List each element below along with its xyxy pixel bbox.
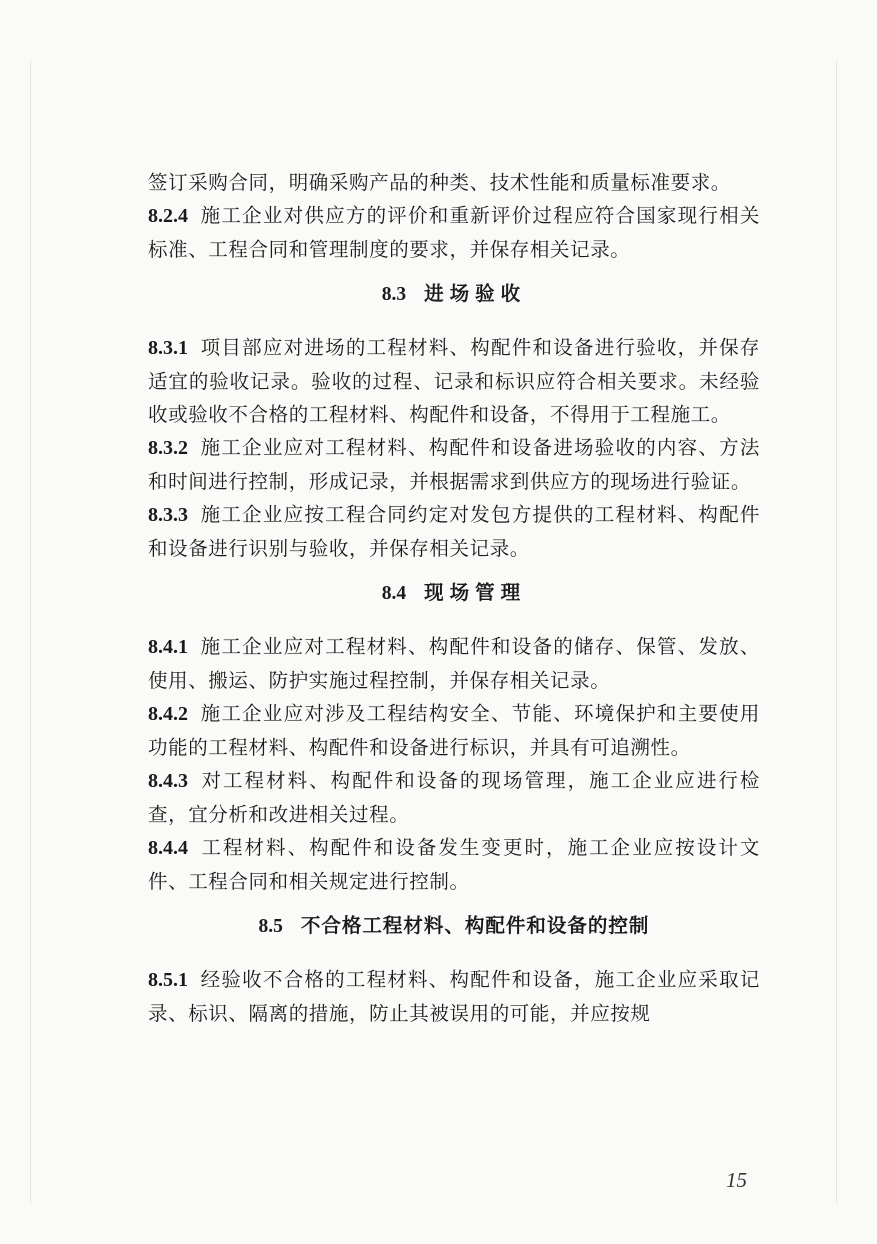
clause-number: 8.3.1 [148, 337, 188, 359]
clause-8-5-1 [148, 963, 760, 1030]
page-edge-left [30, 60, 31, 1204]
clause-number: 8.4.1 [148, 636, 188, 658]
section-title: 现场管理 [424, 581, 527, 604]
clause-8-4-3 [148, 764, 760, 831]
section-heading-8-4 [148, 576, 760, 610]
clause-text: 项目部应对进场的工程材料、构配件和设备进行验收，并保存适宜的验收记录。验收的过程、记录和标识应符合相关要求。未经验收或验收不合格的工程材料、构配件和设备，不得用于工程施工。 [148, 336, 760, 426]
clause-text: 工程材料、构配件和设备发生变更时，施工企业应按设计文件、工程合同和相关规定进行控制。 [148, 836, 760, 893]
section-number: 8.3 [381, 284, 407, 305]
clause-text: 施工企业应对工程材料、构配件和设备的储存、保管、发放、使用、搬运、防护实施过程控制，并保存相关记录。 [148, 635, 760, 692]
clause-8-4-2 [148, 697, 760, 764]
clause-text: 施工企业对供应方的评价和重新评价过程应符合国家现行相关标准、工程合同和管理制度的要求，并保存相关记录。 [148, 204, 760, 261]
paragraph-continuation [148, 166, 760, 199]
page-edge-right [836, 60, 837, 1204]
clause-8-3-1 [148, 331, 760, 431]
clause-8-2-4 [148, 199, 760, 266]
clause-number: 8.5.1 [148, 969, 188, 991]
clause-number: 8.3.2 [148, 437, 188, 459]
page-number: 15 [726, 1168, 747, 1192]
section-title: 进场验收 [424, 282, 527, 305]
section-title: 不合格工程材料、构配件和设备的控制 [300, 914, 650, 937]
clause-text: 施工企业应对涉及工程结构安全、节能、环境保护和主要使用功能的工程材料、构配件和设备进行标识，并具有可追溯性。 [148, 702, 760, 759]
clause-number: 8.4.2 [148, 703, 188, 725]
clause-text: 施工企业应按工程合同约定对发包方提供的工程材料、构配件和设备进行识别与验收，并保存相关记录。 [148, 503, 760, 560]
section-heading-8-5 [148, 909, 760, 943]
clause-8-4-1 [148, 630, 760, 697]
section-number: 8.4 [381, 583, 407, 604]
clause-8-3-2 [148, 431, 760, 498]
section-number: 8.5 [258, 916, 283, 937]
clause-number: 8.2.4 [148, 205, 188, 227]
clause-text: 施工企业应对工程材料、构配件和设备进场验收的内容、方法和时间进行控制，形成记录，并根据需求到供应方的现场进行验证。 [148, 436, 760, 493]
section-heading-8-3 [148, 277, 760, 311]
clause-number: 8.4.3 [148, 770, 188, 792]
document-body [148, 166, 760, 1030]
clause-number: 8.3.3 [148, 504, 188, 526]
clause-8-4-4 [148, 831, 760, 898]
clause-text: 对工程材料、构配件和设备的现场管理，施工企业应进行检查，宜分析和改进相关过程。 [148, 769, 760, 826]
clause-8-3-3 [148, 498, 760, 565]
clause-number: 8.4.4 [148, 837, 188, 859]
paragraph-text: 签订采购合同，明确采购产品的种类、技术性能和质量标准要求。 [148, 171, 731, 194]
clause-text: 经验收不合格的工程材料、构配件和设备，施工企业应采取记录、标识、隔离的措施，防止其被误用的可能，并应按规 [148, 968, 760, 1025]
